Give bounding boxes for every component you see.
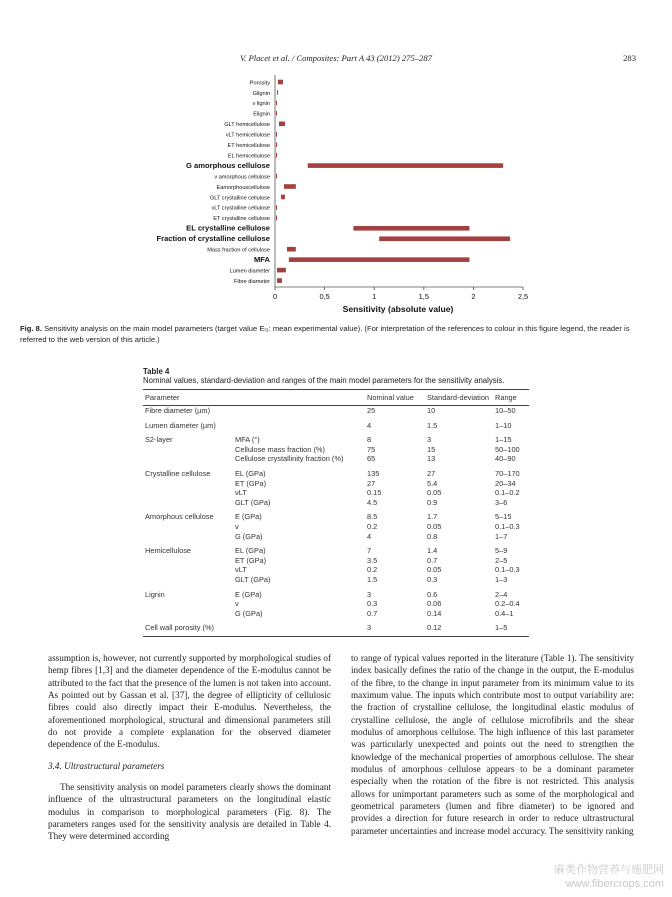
- table-cell-sd: 1.4: [427, 546, 438, 556]
- table-cell-group: [143, 565, 233, 575]
- category-label: Elignin: [253, 111, 270, 118]
- sensitivity-bar: [289, 257, 470, 262]
- table-cell-nominal: 25: [367, 406, 376, 415]
- table-cell-group: Cell wall porosity (%): [143, 618, 233, 636]
- table-cell-range: 0.1–0.3: [495, 521, 520, 531]
- category-label: ν lignin: [252, 101, 270, 108]
- table-cell-param: MFA (°): [235, 435, 260, 445]
- category-label: EL crystalline cellulose: [186, 223, 270, 233]
- table-cell-sd: 0.3: [427, 574, 438, 584]
- table-cell-param: [233, 618, 365, 636]
- table-cell-sd: 0.05: [427, 521, 442, 531]
- table-cell-sd: 0.06: [427, 599, 442, 609]
- table-cell-sd: 0.14: [427, 608, 442, 618]
- category-label: GLT crystalline cellulose: [209, 195, 270, 202]
- sensitivity-bar: [284, 184, 296, 189]
- header-sd: Standard-deviation: [425, 390, 493, 406]
- table-cell-nominal: 0.2: [367, 565, 378, 575]
- x-tick-label: 0: [272, 292, 278, 301]
- category-label: νLT crystalline cellulose: [211, 205, 270, 212]
- table-cell-range: 70–170: [495, 468, 520, 478]
- table-row: [143, 565, 529, 575]
- table-cell-group: [143, 599, 233, 609]
- category-label: G amorphous cellulose: [186, 160, 270, 170]
- table-cell-nominal: 75: [367, 444, 376, 454]
- sensitivity-bar: [279, 122, 285, 127]
- table-cell-range: 40–90: [495, 454, 516, 464]
- table-cell-sd: 0.7: [427, 555, 438, 565]
- table-cell-sd: 27: [427, 468, 436, 478]
- table-cell-range: 1–5: [493, 618, 529, 636]
- table-cell-sd: 0.6: [427, 589, 438, 599]
- table-cell-nominal: 0.3: [367, 599, 378, 609]
- table-cell-sd: 3: [427, 435, 432, 445]
- table-row: [143, 599, 529, 609]
- table-cell-sd: 10: [427, 406, 436, 415]
- table-cell-nominal: 0.7: [367, 608, 378, 618]
- x-tick-label: 0,5: [319, 292, 330, 301]
- table-cell-group: [143, 488, 233, 498]
- sensitivity-bar: [276, 205, 277, 210]
- table-cell-nominal: 8.5: [367, 512, 378, 522]
- table-row: [143, 609, 529, 619]
- table-cell-range: 20–34: [495, 478, 516, 488]
- sensitivity-bar: [281, 195, 285, 200]
- table-cell-group: [143, 556, 233, 566]
- table-cell-param: Cellulose mass fraction (%): [235, 444, 325, 454]
- section-heading: 3.4. Ultrastructural parameters: [48, 760, 165, 771]
- table-cell-nominal: 4: [367, 531, 372, 541]
- category-label: ν amorphous cellulose: [214, 174, 270, 181]
- sensitivity-bar: [277, 268, 286, 273]
- table-row: [143, 406, 529, 416]
- table-cell-param: Cellulose crystallinity fraction (%): [235, 454, 344, 464]
- table-cell-sd: 5.4: [427, 478, 438, 488]
- header-range: Range: [493, 390, 529, 406]
- left-paragraph-1: assumption is, however, not currently supported by morphological studies of hemp fibres [1,3] and the diameter dependence of the E-modulus cannot be attributed to the fact that the presence of the lumen is not taken into account. As pointed out by Gassan et al. [37], the degree of ellipticity of cellulosic fibres could also directly impact their E-modulus. Nevertheless, the aforementioned morphological, structural and dimensional parameters still do not provide a complete explanation for the observed diameter dependence of the E-modulus.: [48, 653, 331, 750]
- table-row: [143, 498, 529, 508]
- sensitivity-bar: [278, 80, 283, 85]
- table-row: [143, 585, 529, 600]
- category-label: Eamorphouscellulose: [216, 184, 270, 191]
- sensitivity-bar: [276, 174, 277, 179]
- table-cell-range: 5–9: [495, 546, 508, 556]
- category-label: GLT hemicellulose: [224, 122, 270, 129]
- running-title: V. Placet et al. / Composites: Part A 43 (2012) 275–287: [240, 53, 432, 63]
- table-cell-group: Crystalline cellulose: [145, 468, 211, 478]
- table-cell-sd: 15: [427, 444, 436, 454]
- category-label: Lumen diameter: [229, 268, 270, 275]
- table-cell-range: 3–6: [495, 497, 508, 507]
- table-cell-sd: 0.8: [427, 531, 438, 541]
- table-cell-param: GLT (GPa): [235, 574, 271, 584]
- table-cell-param: E (GPa): [235, 512, 262, 522]
- table-row: [143, 541, 529, 556]
- left-column: [48, 652, 331, 843]
- header-nominal: Nominal value: [365, 390, 425, 406]
- table-cell-param: G (GPa): [235, 531, 263, 541]
- table-row: [143, 416, 529, 431]
- table-cell-sd: 13: [427, 454, 436, 464]
- table-cell-sd: 0.12: [425, 618, 493, 636]
- sensitivity-bar: [276, 132, 277, 137]
- table-description: Nominal values, standard-deviation and ranges of the main model parameters for the sensitivity analysis.: [143, 376, 505, 385]
- watermark-line-1: 麻类作物营养与施肥网: [554, 864, 664, 876]
- table-cell-group: [143, 522, 233, 532]
- table-cell-range: 1–10: [495, 420, 512, 430]
- table-row: [143, 575, 529, 585]
- table-cell-group: [143, 454, 233, 464]
- table-cell-param: ET (GPa): [235, 478, 267, 488]
- table-cell-range: 0.4–1: [495, 608, 514, 618]
- table-cell-param: νLT: [235, 488, 247, 498]
- table-cell-nominal: 4: [367, 420, 372, 430]
- sensitivity-bar: [287, 247, 296, 252]
- table-row: [143, 479, 529, 489]
- sensitivity-bar: [276, 111, 277, 116]
- table-cell-group: Amorphous cellulose: [145, 512, 214, 522]
- table-cell-nominal: 0.2: [367, 521, 378, 531]
- table-cell-param: EL (GPa): [235, 546, 266, 556]
- table-cell-sd: 0.05: [427, 565, 442, 575]
- table-cell-nominal: 4.5: [367, 497, 378, 507]
- table-row: [143, 532, 529, 542]
- table-cell-nominal: 65: [367, 454, 376, 464]
- table-row: [143, 454, 529, 464]
- figure-caption: [20, 324, 652, 345]
- table-cell-range: 50–100: [495, 444, 520, 454]
- page-number: 283: [623, 53, 636, 63]
- table-cell-param: ν: [235, 599, 239, 609]
- table-cell-group: Fibre diameter (µm): [145, 406, 211, 415]
- table-row: [143, 488, 529, 498]
- table-cell-param: [233, 406, 365, 416]
- category-label: EL hemicellulose: [227, 153, 270, 160]
- table-row: [143, 556, 529, 566]
- table-cell-param: EL (GPa): [235, 468, 266, 478]
- table-cell-sd: 0.05: [427, 488, 442, 498]
- category-label: ET crystalline cellulose: [213, 216, 270, 223]
- watermark-line-2: www.fibercrops.com: [565, 878, 664, 890]
- sensitivity-chart: [0, 0, 672, 320]
- table-cell-group: [143, 498, 233, 508]
- table-row: [143, 618, 529, 636]
- table-cell-sd: 1.7: [427, 512, 438, 522]
- table-row: [143, 507, 529, 522]
- sensitivity-bar: [353, 226, 469, 231]
- category-label: Glignin: [252, 90, 270, 97]
- table-cell-group: [143, 479, 233, 489]
- table-cell-nominal: 8: [367, 435, 372, 445]
- table-cell-nominal: 3: [365, 618, 425, 636]
- table-cell-param: E (GPa): [235, 589, 262, 599]
- table-cell-group: [143, 609, 233, 619]
- category-label: Fibre diameter: [233, 278, 270, 285]
- table-cell-group: [143, 575, 233, 585]
- table-cell-range: 1–3: [495, 574, 508, 584]
- table-cell-range: 0.1–0.3: [495, 565, 520, 575]
- table-cell-param: νLT: [235, 565, 247, 575]
- table-cell-range: 10–50: [495, 406, 516, 415]
- table-cell-range: 5–15: [495, 512, 512, 522]
- table-cell-group: [143, 445, 233, 455]
- x-axis-label: Sensitivity (absolute value): [342, 304, 454, 314]
- watermark: [554, 863, 664, 891]
- sensitivity-bar: [277, 278, 282, 283]
- category-label: Fraction of crystalline cellulose: [156, 234, 270, 244]
- right-column: [351, 652, 634, 837]
- table-cell-group: Lumen diameter (µm): [145, 420, 216, 430]
- table-row: [143, 430, 529, 445]
- table-cell-group: [143, 532, 233, 542]
- table-cell-param: [233, 416, 365, 431]
- category-label: MFA: [253, 254, 270, 264]
- category-label: Mass fraction of cellulose: [207, 247, 270, 254]
- table-cell-range: 0.1–0.2: [495, 488, 520, 498]
- table-cell-nominal: 135: [367, 468, 380, 478]
- table-cell-param: GLT (GPa): [235, 497, 271, 507]
- table-label: Table 4: [143, 367, 170, 376]
- table-cell-nominal: 1.5: [367, 574, 378, 584]
- sensitivity-bar: [277, 90, 278, 95]
- caption-label: Fig. 8.: [20, 324, 42, 333]
- sensitivity-bar: [276, 216, 277, 221]
- right-paragraph-1: to range of typical values reported in the literature (Table 1). The sensitivity index basically defines the ratio of the change in the output, the E-modulus of the fibre, to the change in input parameter from its minimum value to its maximum value. The inputs which contribute most to output variability are: the fraction of crystalline cellulose, the longitudinal elastic modulus of crystalline cellulose, the angle of cellulose microfibrils and the shear modulus of amorphous cellulose. The high influence of this last parameter was particularly unexpected and points out the need to strengthen the knowledge of the mechanical properties of amorphous cellulose. The shear modulus of amorphous cellulose appears to be a dominant parameter especially when the rotation of the fibre is not restricted. This analysis allows for unimportant parameters such as some of the morphological and geometrical parameters (lumen and fibre diameter) to be ignored and provides a direction for future research in order to reduce ultrastructural parameter uncertainties and increase model accuracy. The sensitivity ranking: [351, 653, 634, 836]
- table-cell-nominal: 27: [367, 478, 376, 488]
- sensitivity-bar: [308, 163, 503, 168]
- table-cell-range: 0.2–0.4: [495, 599, 520, 609]
- parameters-table: [143, 389, 529, 637]
- table-cell-range: 2–5: [495, 555, 508, 565]
- x-tick-label: 2,5: [517, 292, 529, 301]
- sensitivity-bar: [276, 101, 277, 106]
- table-cell-group: Hemicellulose: [145, 546, 192, 556]
- header-parameter: Parameter: [143, 390, 233, 406]
- table-cell-sd: 1.5: [427, 420, 438, 430]
- table-cell-param: ν: [235, 521, 239, 531]
- table-cell-range: 1–15: [495, 435, 512, 445]
- x-tick-label: 1: [372, 292, 377, 301]
- left-paragraph-2: The sensitivity analysis on model parameters clearly shows the dominant influence of the ultrastructural parameters on the longitudinal elastic modulus in comparison to morphological parameters (Fig. 8). The parameters ranges used for the sensitivity analysis are detailed in Table 4. They were determined according: [48, 782, 331, 842]
- category-label: ET hemicellulose: [227, 143, 270, 149]
- table-cell-group: S2-layer: [145, 435, 173, 445]
- table-cell-sd: 0.9: [427, 497, 438, 507]
- table-cell-range: 2–4: [495, 589, 508, 599]
- table-cell-nominal: 7: [367, 546, 372, 556]
- sensitivity-bar: [276, 153, 277, 158]
- sensitivity-bar: [379, 236, 510, 241]
- table-cell-nominal: 0.15: [367, 488, 382, 498]
- table-cell-range: 1–7: [495, 531, 508, 541]
- table-row: [143, 464, 529, 479]
- table-title: [143, 367, 504, 385]
- sensitivity-bar: [276, 142, 277, 147]
- category-label: νLT hemicellulose: [225, 132, 270, 139]
- table-cell-group: Lignin: [145, 589, 165, 599]
- table-cell-nominal: 3.5: [367, 555, 378, 565]
- x-tick-label: 1,5: [418, 292, 429, 301]
- x-tick-label: 2: [471, 292, 476, 301]
- table-cell-nominal: 3: [367, 589, 372, 599]
- category-label: Porosity: [249, 80, 270, 87]
- table-row: [143, 445, 529, 455]
- table-header-row: [143, 390, 529, 406]
- table-row: [143, 522, 529, 532]
- caption-text: Sensitivity analysis on the main model parameters (target value Eₗ₂: mean experimental value). (For interpretation of the references to colour in this figure legend, the reader is referred to the web version of this article.): [20, 324, 630, 344]
- table-cell-param: ET (GPa): [235, 555, 267, 565]
- header-subparameter: [233, 390, 365, 406]
- table-cell-param: G (GPa): [235, 608, 263, 618]
